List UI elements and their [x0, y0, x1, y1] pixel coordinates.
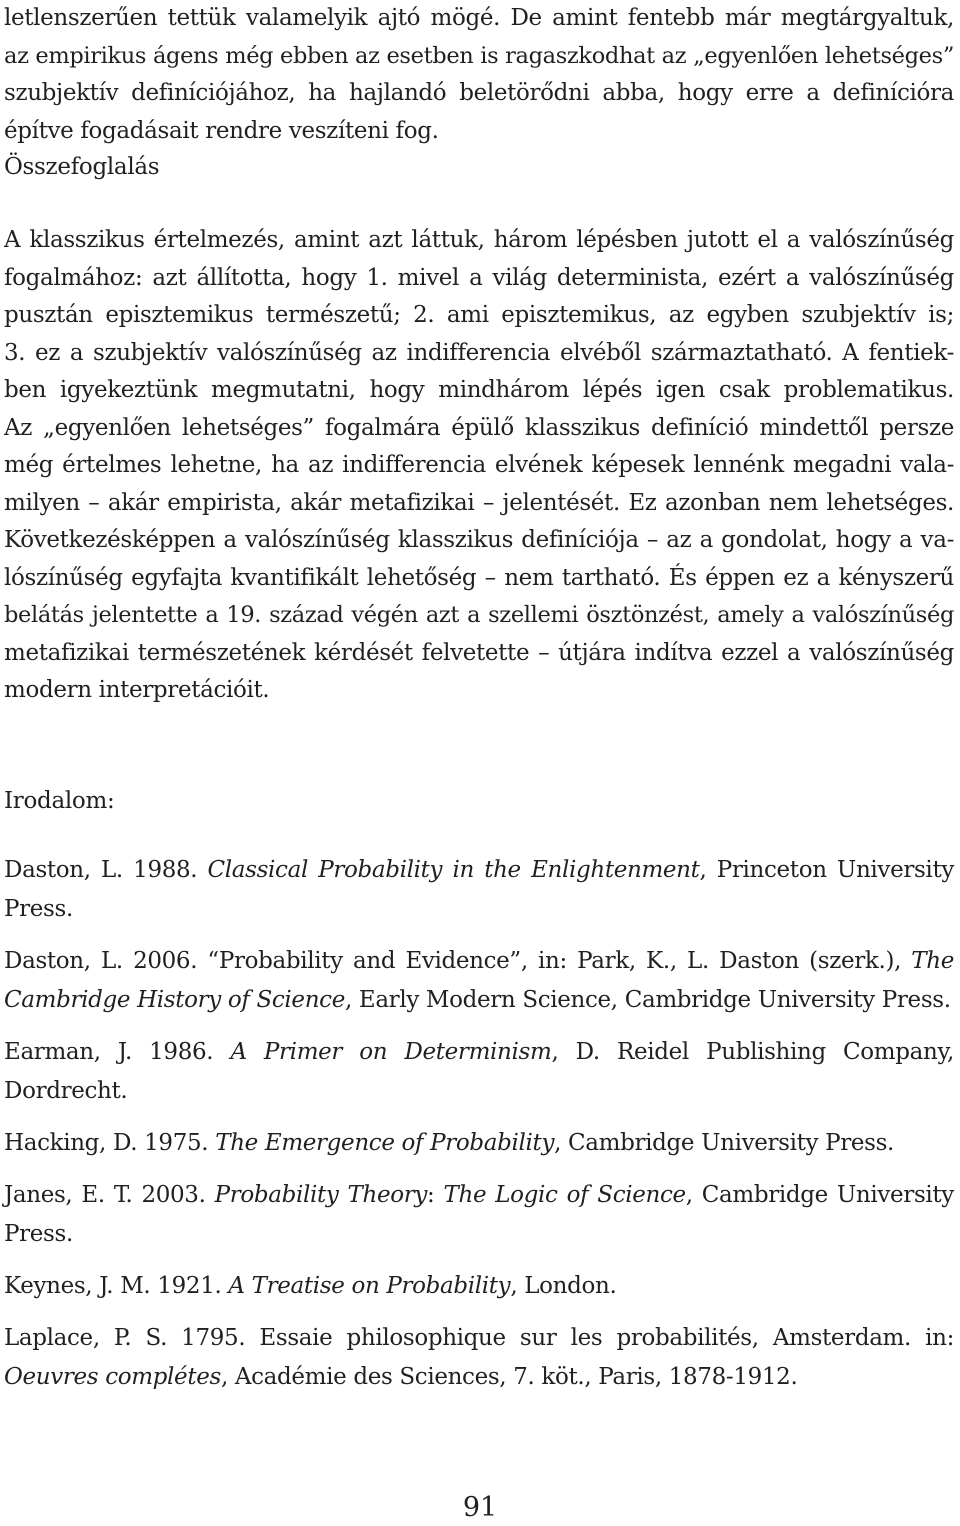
text-line: Következésképpen a valószínűség klasszikus definíciója – az a gondolat, hogy a va- — [4, 527, 954, 553]
reference-text: : — [427, 1182, 444, 1208]
reference-title: The Cambridge History of Science — [4, 948, 954, 1013]
text-line: szubjektív definíciójához, ha hajlandó beletörődni abba, hogy erre a definícióra — [4, 80, 954, 106]
reference-item — [4, 1176, 954, 1254]
text-line: letlenszerűen tettük valamelyik ajtó mögé. De amint fentebb már megtárgyaltuk, — [4, 5, 954, 31]
text-line: fogalmához: azt állította, hogy 1. mivel a világ determinista, ezért a valószínűség — [4, 264, 954, 291]
text-line: metafizikai természetének kérdését felvetette – útjára indítva ezzel a valószínűség — [4, 639, 954, 666]
reference-text: Daston, L. 1988. — [4, 857, 208, 883]
text-line: modern interpretációit. — [4, 677, 270, 703]
reference-text: Daston, L. 2006. “Probability and Evidence”, in: Park, K., L. Daston (szerk.), — [4, 948, 912, 974]
reference-list — [4, 851, 954, 1410]
text-line: milyen – akár empirista, akár metafizikai – jelentését. Ez azonban nem lehetséges. — [4, 489, 954, 516]
reference-title: Oeuvres complétes — [4, 1364, 221, 1390]
text-line: A klasszikus értelmezés, amint azt láttuk, három lépésben jutott el a valószínűség — [4, 227, 954, 253]
text-line: ben igyekeztünk megmutatni, hogy mindhárom lépés igen csak problematikus. — [4, 377, 954, 403]
text-line: még értelmes lehetne, ha az indifferencia elvének képesek lennénk megadni vala- — [4, 452, 954, 478]
text-line: építve fogadásait rendre veszíteni fog. — [4, 117, 439, 144]
text-line: Az „egyenlően lehetséges” fogalmára épülő klasszikus definíció mindettől persze — [4, 414, 954, 441]
summary-heading: Összefoglalás — [4, 154, 160, 180]
reference-text: Janes, E. T. 2003. — [4, 1182, 215, 1208]
reference-item — [4, 1319, 954, 1397]
reference-item — [4, 1124, 954, 1163]
reference-text: , Cambridge University Press. — [554, 1130, 894, 1156]
text-line: belátás jelentette a 19. század végén azt a szellemi ösztönzést, amely a valószínűség — [4, 602, 954, 628]
reference-text: , Princeton University Press. — [4, 857, 954, 922]
reference-title: The Emergence of Probability — [215, 1130, 555, 1156]
reference-item — [4, 1033, 954, 1111]
reference-text: Earman, J. 1986. — [4, 1039, 231, 1065]
text-line: az empirikus ágens még ebben az esetben is ragaszkodhat az „egyenlően lehetséges” — [4, 42, 954, 69]
text-line: 3. ez a szubjektív valószínűség az indifferencia elvéből származtatható. A fentiek- — [4, 339, 954, 366]
reference-text: , Académie des Sciences, 7. köt., Paris, 1878-1912. — [220, 1364, 798, 1390]
reference-title: A Primer on Determinism — [230, 1039, 552, 1065]
intro-paragraph — [4, 0, 954, 150]
reference-text: , Early Modern Science, Cambridge University Press. — [344, 987, 951, 1013]
reference-title: Probability Theory — [214, 1182, 428, 1208]
summary-paragraph — [4, 222, 954, 710]
reference-text: Laplace, P. S. 1795. Essaie philosophique sur les probabilités, Amsterdam. in: — [4, 1325, 954, 1351]
references-heading: Irodalom: — [4, 788, 115, 814]
reference-title: Classical Probability in the Enlightenment — [207, 857, 700, 883]
page-number: 91 — [462, 1492, 498, 1523]
reference-item — [4, 942, 954, 1020]
reference-text: Hacking, D. 1975. — [4, 1130, 216, 1156]
text-line: lószínűség egyfajta kvantifikált lehetőség – nem tartható. És éppen ez a kényszerű — [4, 564, 954, 591]
reference-title: The Logic of Science — [443, 1182, 686, 1208]
reference-text: Keynes, J. M. 1921. — [4, 1273, 229, 1299]
text-line: pusztán episztemikus természetű; 2. ami episztemikus, az egyben szubjektív is; — [4, 302, 954, 328]
reference-item — [4, 851, 954, 929]
reference-text: , D. Reidel Publishing Company, Dordrecht. — [4, 1039, 955, 1104]
reference-text: , London. — [510, 1273, 617, 1299]
reference-title: A Treatise on Probability — [228, 1273, 511, 1299]
reference-item — [4, 1267, 954, 1306]
reference-text: , Cambridge University Press. — [4, 1182, 954, 1247]
